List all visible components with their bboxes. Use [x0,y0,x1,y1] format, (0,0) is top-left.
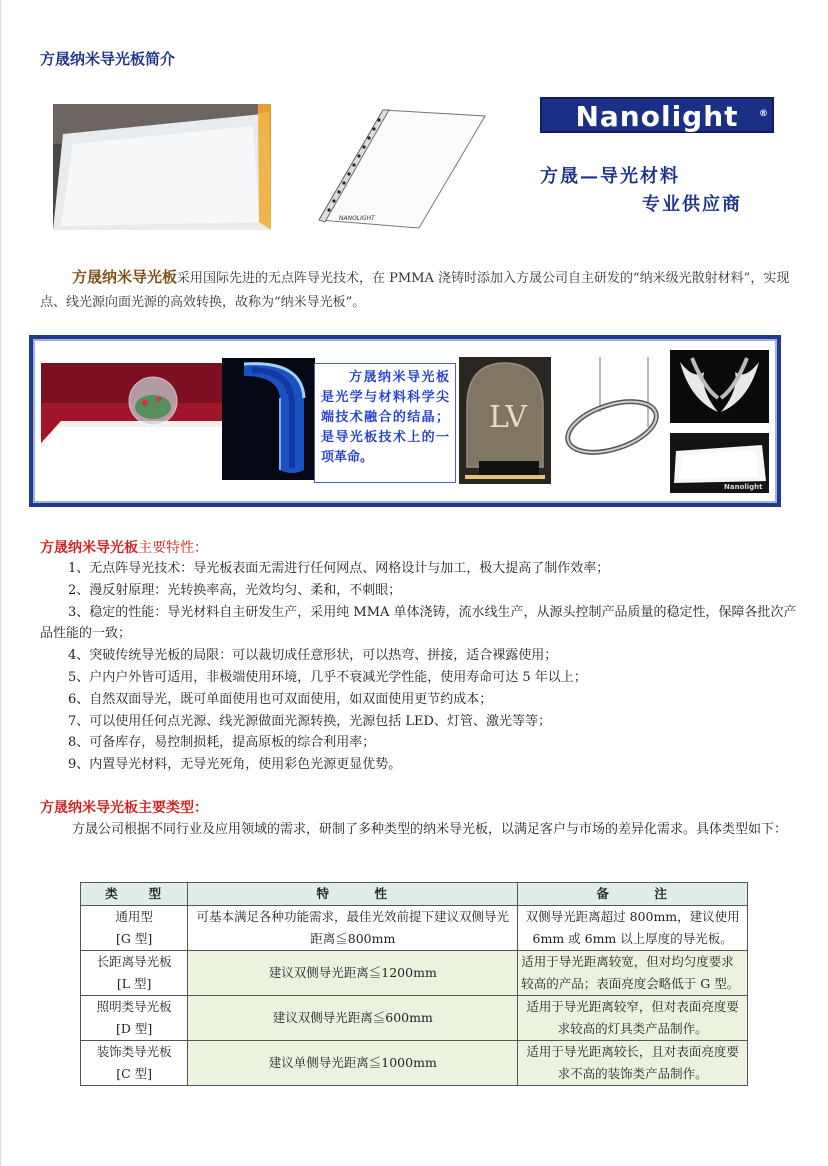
feature-cell: 建议双侧导光距离≦1200mm [188,951,518,996]
intro-lead: 方晟纳米导光板 [72,268,178,286]
note-cell: 适用于导光距离较长，且对表面亮度要求不高的装饰类产品制作。 [518,1041,748,1086]
type-name: 照明类导光板 [96,999,172,1014]
type-code: [G 型] [116,931,153,946]
intro-text: 采用国际先进的无点阵导光技术，在 PMMA 浇铸时添加入方晟公司自主研发的“纳米级光散射材料”，实现点、线光源向面光源的高效转换，故称为“纳米导光板”。 [40,271,790,310]
feature-cell: 建议单侧导光距离≦1000mm [188,1041,518,1086]
note-cell: 适用于导光距离较宽，但对均匀度要求较高的产品；表面亮度会略低于 G 型。 [518,951,748,996]
svg-text:LV: LV [489,400,528,435]
fishbowl-photo [41,363,222,461]
table-header-row [81,883,748,906]
type-code: [D 型] [116,1021,153,1036]
types-heading [40,797,208,817]
type-cell [81,906,188,951]
feature-item: 3、稳定的性能：导光材料自主研发生产，采用纯 MMA 单体浇铸，流水线生产，从源头控制产品质量的稳定性，保障各批次产品性能的一致； [40,604,797,642]
curved-panel-photo [222,358,315,480]
header-feature: 特 性 [188,883,518,906]
callout-box [314,363,456,483]
page-title: 方晟纳米导光板简介 [40,50,176,68]
wing-logo-photo [670,350,769,423]
type-name: 长距离导光板 [96,954,172,969]
features-heading-main: 方晟纳米导光板 [40,540,138,556]
types-heading-main: 方晟纳米导光板 [40,800,138,816]
table-row [81,1041,748,1086]
header-type: 类 型 [81,883,188,906]
table-row [81,996,748,1041]
intro-paragraph [40,265,800,315]
hero-photo [53,104,271,230]
feature-item: 7、可以使用任何点光源、线光源做面光源转换，光源包括 LED、灯管、激光等等； [68,713,551,729]
feature-item: 5、户内户外皆可适用，非极端使用环境，几乎不衰减光学性能，使用寿命可达 5 年以上； [68,669,587,685]
feature-item: 1、无点阵导光技术：导光板表面无需进行任何网点、网格设计与加工，极大提高了制作效率； [68,561,610,576]
tagline-line2: 专业供应商 [642,194,742,215]
showcase-brand-label: Nanolight [724,483,763,491]
ring-lamp-photo [560,357,665,472]
nanolight-logo [540,97,774,133]
types-intro: 方晟公司根据不同行业及应用领域的需求，研制了多种类型的纳米导光板，以满足客户与市场的差异化需求。具体类型如下： [72,822,788,837]
table-row [81,951,748,996]
type-name: 通用型 [115,909,153,924]
note-cell: 双侧导光距离超过 800mm，建议使用 6mm 或 6mm 以上厚度的导光板。 [518,906,748,951]
lv-sign-photo [459,357,551,484]
logo-text: Nanolight [575,100,739,133]
types-table [80,882,748,1086]
callout-text: 方晟纳米导光板是光学与材料科学尖端技术融合的结晶；是导光板技术上的一项革命。 [321,370,449,465]
feature-item: 4、突破传统导光板的局限：可以裁切成任意形状，可以热弯、拼接，适合裸露使用； [68,648,558,664]
header-note: 备 注 [518,883,748,906]
feature-item: 8、可备库存，易控制损耗，提高原板的综合利用率； [68,735,376,751]
backlit-panel-photo [670,433,769,493]
features-list [40,558,800,776]
features-heading-suffix: 主要特性： [138,540,208,556]
feature-item: 9、内置导光材料，无导光死角，使用彩色光源更显优势。 [68,757,402,773]
panel-drawing [313,108,488,230]
feature-item: 6、自然双面导光，既可单面使用也可双面使用，如双面使用更节约成本； [68,691,493,707]
types-heading-suffix: 主要类型： [138,800,208,816]
type-name: 装饰类导光板 [96,1044,172,1059]
table-row [81,906,748,951]
note-cell: 适用于导光距离较窄，但对表面亮度要求较高的灯具类产品制作。 [518,996,748,1041]
type-code: [L 型] [116,976,152,991]
type-code: [C 型] [116,1066,153,1081]
feature-item: 2、漫反射原理：光转换率高，光效均匀、柔和，不刺眼； [68,582,402,598]
panel-label: NANOLIGHT [339,215,375,222]
type-cell [81,951,188,996]
type-cell [81,1041,188,1086]
feature-cell: 可基本满足各种功能需求，最佳光效前提下建议双侧导光距离≦800mm [188,906,518,951]
tagline-line1: 方晟—导光材料 [540,166,680,187]
features-heading [40,537,208,557]
registered-mark: ® [759,109,769,119]
feature-cell: 建议双侧导光距离≦600mm [188,996,518,1041]
type-cell [81,996,188,1041]
